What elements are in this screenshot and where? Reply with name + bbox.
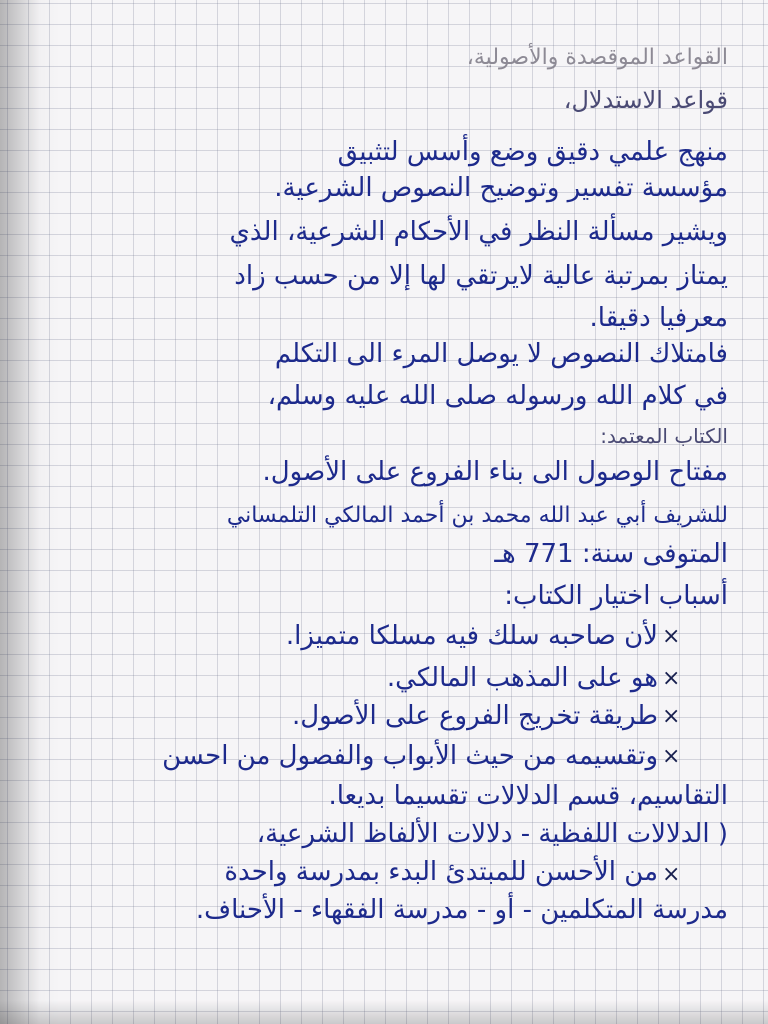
- note-line: التقاسيم، قسم الدلالات تقسيما بديعا.: [328, 781, 728, 811]
- note-line: يمتاز بمرتبة عالية لايرتقي لها إلا من حسب زاد: [234, 261, 728, 291]
- bullet-x-icon: ×: [662, 624, 681, 649]
- note-line: معرفيا دقيقا.: [589, 303, 728, 333]
- page-bottom-shadow: [0, 1000, 768, 1024]
- bullet-x-icon: ×: [662, 744, 681, 769]
- note-line: مدرسة المتكلمين - أو - مدرسة الفقهاء - الأحناف.: [195, 895, 728, 925]
- note-line: لأن صاحبه سلك فيه مسلكا متميزا.: [285, 621, 658, 651]
- page-edge-shadow: [0, 0, 40, 1024]
- note-line: وتقسيمه من حيث الأبواب والفصول من احسن: [162, 741, 658, 771]
- note-line: للشريف أبي عبد الله محمد بن أحمد المالكي التلمساني: [226, 503, 728, 528]
- note-line: مفتاح الوصول الى بناء الفروع على الأصول.: [262, 457, 728, 487]
- note-line: فامتلاك النصوص لا يوصل المرء الى التكلم: [274, 339, 728, 369]
- note-line: من الأحسن للمبتدئ البدء بمدرسة واحدة: [224, 857, 658, 887]
- note-line: الكتاب المعتمد:: [600, 424, 728, 448]
- note-line: المتوفى سنة: 771 هـ: [494, 539, 728, 569]
- bullet-x-icon: ×: [662, 862, 681, 887]
- note-line: في كلام الله ورسوله صلى الله عليه وسلم،: [267, 381, 728, 411]
- note-line: أسباب اختيار الكتاب:: [504, 581, 728, 611]
- note-line: مؤسسة تفسير وتوضيح النصوص الشرعية.: [274, 173, 728, 203]
- note-line: القواعد الموقصدة والأصولية،: [466, 45, 728, 70]
- note-line: ويشير مسألة النظر في الأحكام الشرعية، الذي: [229, 217, 728, 247]
- note-line: منهج علمي دقيق وضع وأسس لتثبيق: [337, 137, 728, 167]
- bullet-x-icon: ×: [662, 666, 681, 691]
- note-line: هو على المذهب المالكي.: [386, 663, 658, 693]
- note-line: قواعد الاستدلال،: [563, 86, 728, 114]
- bullet-x-icon: ×: [662, 704, 681, 729]
- note-line: طريقة تخريج الفروع على الأصول.: [291, 701, 658, 731]
- note-line: ( الدلالات اللفظية - دلالات الألفاظ الشرعية،: [256, 819, 728, 849]
